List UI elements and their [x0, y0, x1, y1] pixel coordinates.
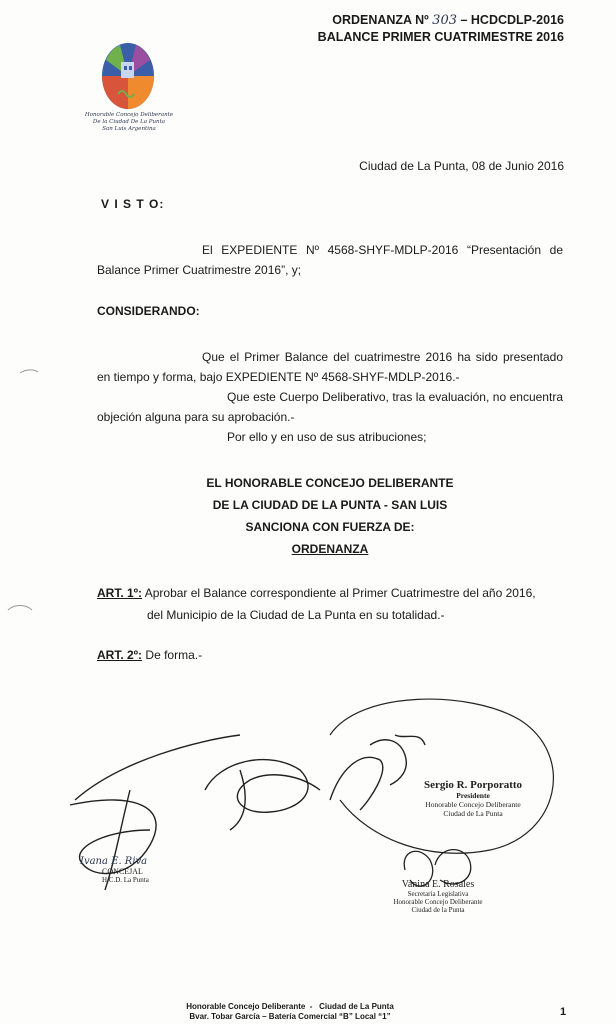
- president-city: Ciudad de La Punta: [443, 809, 503, 818]
- header-line-2: BALANCE PRIMER CUATRIMESTRE 2016: [317, 30, 564, 44]
- considerando-p1-line-1: Que el Primer Balance del cuatrimestre 2016 ha sido presentado: [202, 350, 563, 364]
- president-name: Sergio R. Porporatto: [423, 779, 523, 791]
- councilor-role: CONCEJAL: [102, 867, 143, 876]
- ordinance-suffix: – HCDCDLP-2016: [460, 13, 564, 27]
- ordinance-prefix: ORDENANZA Nº: [332, 13, 429, 27]
- article-1-line-2: del Municipio de la Ciudad de La Punta en su totalidad.-: [147, 608, 445, 622]
- logo-caption-line-2: De la Ciudad De La Punta: [92, 119, 166, 125]
- president-stamp: [408, 779, 538, 818]
- article-1-line-1: Aprobar el Balance correspondiente al Primer Cuatrimestre del año 2016,: [144, 586, 536, 600]
- councilor-stamp: [80, 856, 180, 884]
- visto-heading: V I S T O:: [101, 197, 165, 211]
- secretary-role: Secretaria Legislativa: [407, 890, 469, 898]
- date-line: Ciudad de La Punta, 08 de Junio 2016: [359, 159, 564, 173]
- resolution-line-4: ORDENANZA: [291, 542, 369, 556]
- visto-line-2: Balance Primer Cuatrimestre 2016”, y;: [97, 263, 302, 277]
- ordinance-number: 303: [432, 13, 457, 28]
- considerando-heading: CONSIDERANDO:: [97, 304, 200, 318]
- resolution-line-1: EL HONORABLE CONCEJO DELIBERANTE: [206, 476, 454, 490]
- page-number: 1: [560, 1006, 567, 1018]
- logo-caption-line-1: Honorable Concejo Deliberante: [84, 112, 174, 118]
- logo-caption-line-3: San Luis Argentina: [102, 126, 156, 132]
- considerando-p1-line-2: en tiempo y forma, bajo EXPEDIENTE Nº 4568-SHYF-MDLP-2016.-: [97, 370, 460, 384]
- secretary-city: Ciudad de la Punta: [411, 906, 465, 914]
- secretary-org: Honorable Concejo Deliberante: [393, 898, 483, 906]
- considerando-p3: Por ello y en uso de sus atribuciones;: [227, 430, 427, 444]
- article-1-label: ART. 1º:: [97, 586, 143, 600]
- considerando-p2-line-2: objeción alguna para su aprobación.-: [97, 410, 295, 424]
- considerando-p2-line-1: Que este Cuerpo Deliberativo, tras la evaluación, no encuentra: [227, 390, 563, 404]
- footer-line-2: Bvar. Tobar García – Batería Comercial “B” Local “1”: [189, 1012, 391, 1021]
- councilor-name: Ivana E. Riva: [80, 856, 148, 867]
- councilor-org: H.C.D. La Punta: [102, 876, 149, 884]
- president-org: Honorable Concejo Deliberante: [425, 800, 521, 809]
- footer-line-1: Honorable Concejo Deliberante - Ciudad de La Punta: [186, 1002, 394, 1011]
- president-role: Presidente: [456, 791, 490, 800]
- page-footer: [150, 1002, 430, 1022]
- article-2-label: ART. 2º:: [97, 648, 143, 662]
- visto-line-1: El EXPEDIENTE Nº 4568-SHYF-MDLP-2016 “Presentación de: [202, 243, 563, 257]
- resolution-line-3: SANCIONA CON FUERZA DE:: [245, 520, 415, 534]
- secretary-name: Vanina E. Rosales: [401, 879, 475, 890]
- resolution-line-2: DE LA CIUDAD DE LA PUNTA - SAN LUIS: [212, 498, 448, 512]
- secretary-stamp: [378, 879, 498, 914]
- article-2-text: De forma.-: [145, 648, 203, 662]
